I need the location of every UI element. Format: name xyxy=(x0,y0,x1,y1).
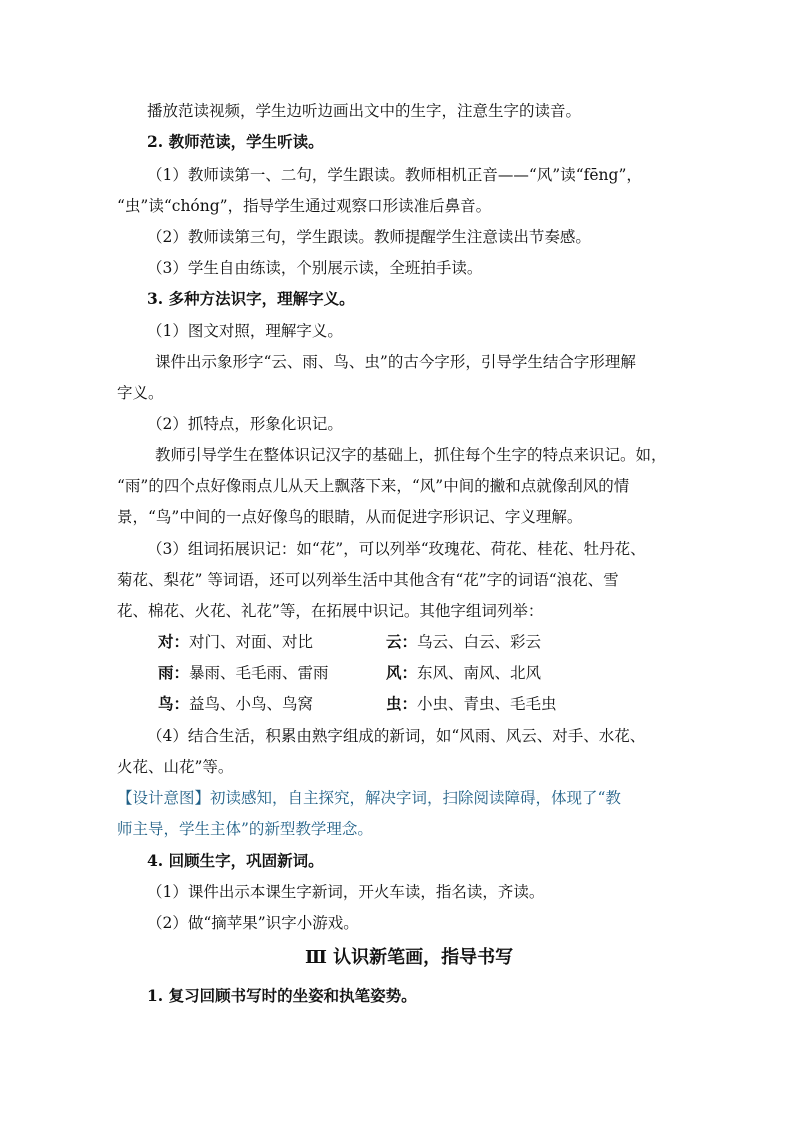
paragraph: 菊花、梨花” 等词语，还可以列举生活中其他含有“花”字的词语“浪花、雪 xyxy=(117,571,619,589)
paragraph: （3）学生自由练读，个别展示读，全班拍手读。 xyxy=(147,259,483,277)
paragraph: “雨”的四个点好像雨点儿从天上飘落下来，“风”中间的撇和点就像刮风的情 xyxy=(117,477,630,495)
word-examples: 益鸟、小鸟、鸟窝 xyxy=(189,695,314,713)
paragraph: 课件出示象形字“云、雨、鸟、虫”的古今字形，引导学生结合字形理解 xyxy=(155,353,636,371)
paragraph: 字义。 xyxy=(117,384,164,402)
word-list-row xyxy=(158,693,313,715)
step-number: 2. xyxy=(147,132,164,151)
step-heading-2 xyxy=(147,131,324,153)
paragraph: （2）做“摘苹果”识字小游戏。 xyxy=(147,914,359,932)
word-list-row xyxy=(386,693,557,715)
design-intent-note: 师主导，学生主体”的新型教学理念。 xyxy=(117,820,373,838)
word-examples: 乌云、白云、彩云 xyxy=(417,633,542,651)
step-number: 1. xyxy=(147,986,164,1005)
word-char: 风： xyxy=(386,663,418,682)
word-char: 虫： xyxy=(386,694,418,713)
step-title: 教师范读，学生听读。 xyxy=(168,132,324,151)
word-examples: 对门、对面、对比 xyxy=(189,633,314,651)
word-char: 雨： xyxy=(158,663,190,682)
paragraph: （1）教师读第一、二句，学生跟读。教师相机正音——“风”读“fēng”， xyxy=(147,166,642,184)
step-title: 复习回顾书写时的坐姿和执笔姿势。 xyxy=(168,986,417,1005)
word-list-row xyxy=(386,662,541,684)
step-heading-3 xyxy=(147,288,355,310)
paragraph: 播放范读视频，学生边听边画出文中的生字，注意生字的读音。 xyxy=(147,102,582,120)
paragraph: 火花、山花”等。 xyxy=(117,758,234,776)
paragraph: （2）教师读第三句，学生跟读。教师提醒学生注意读出节奏感。 xyxy=(147,228,591,246)
paragraph: 教师引导学生在整体识记汉字的基础上，抓住每个生字的特点来识记。如， xyxy=(155,446,667,464)
paragraph: “虫”读“chóng”，指导学生通过观察口形读准后鼻音。 xyxy=(117,197,492,215)
paragraph: （1）课件出示本课生字新词，开火车读，指名读，齐读。 xyxy=(147,883,545,901)
paragraph: （4）结合生活，积累由熟字组成的新词，如“风雨、风云、对手、水花、 xyxy=(147,727,646,745)
paragraph: （3）组词拓展识记：如“花”，可以列举“玫瑰花、荷花、桂花、牡丹花、 xyxy=(147,540,646,558)
step-number: 4. xyxy=(147,851,164,870)
step-heading-4 xyxy=(147,850,324,872)
paragraph: 景，“鸟”中间的一点好像鸟的眼睛，从而促进字形识记、字义理解。 xyxy=(117,508,583,526)
word-char: 云： xyxy=(386,632,418,651)
word-list-row xyxy=(158,631,313,653)
word-list-row xyxy=(386,631,541,653)
design-intent-note: 【设计意图】初读感知，自主探究，解决字词，扫除阅读障碍，体现了“教 xyxy=(117,789,621,807)
word-examples: 东风、南风、北风 xyxy=(417,664,542,682)
step-title: 多种方法识字，理解字义。 xyxy=(168,289,355,308)
paragraph: 花、棉花、火花、礼花”等，在拓展中识记。其他字组词列举： xyxy=(117,602,544,620)
sub-heading: （1）图文对照，理解字义。 xyxy=(147,322,343,340)
sub-heading: （2）抓特点，形象化识记。 xyxy=(147,415,343,433)
word-char: 鸟： xyxy=(158,694,190,713)
section-heading: Ⅲ 认识新笔画，指导书写 xyxy=(305,947,514,968)
step-heading-1 xyxy=(147,985,417,1007)
word-examples: 暴雨、毛毛雨、雷雨 xyxy=(189,664,329,682)
word-examples: 小虫、青虫、毛毛虫 xyxy=(417,695,557,713)
step-title: 回顾生字，巩固新词。 xyxy=(168,851,324,870)
word-char: 对： xyxy=(158,632,190,651)
word-list-row xyxy=(158,662,329,684)
step-number: 3. xyxy=(147,289,164,308)
